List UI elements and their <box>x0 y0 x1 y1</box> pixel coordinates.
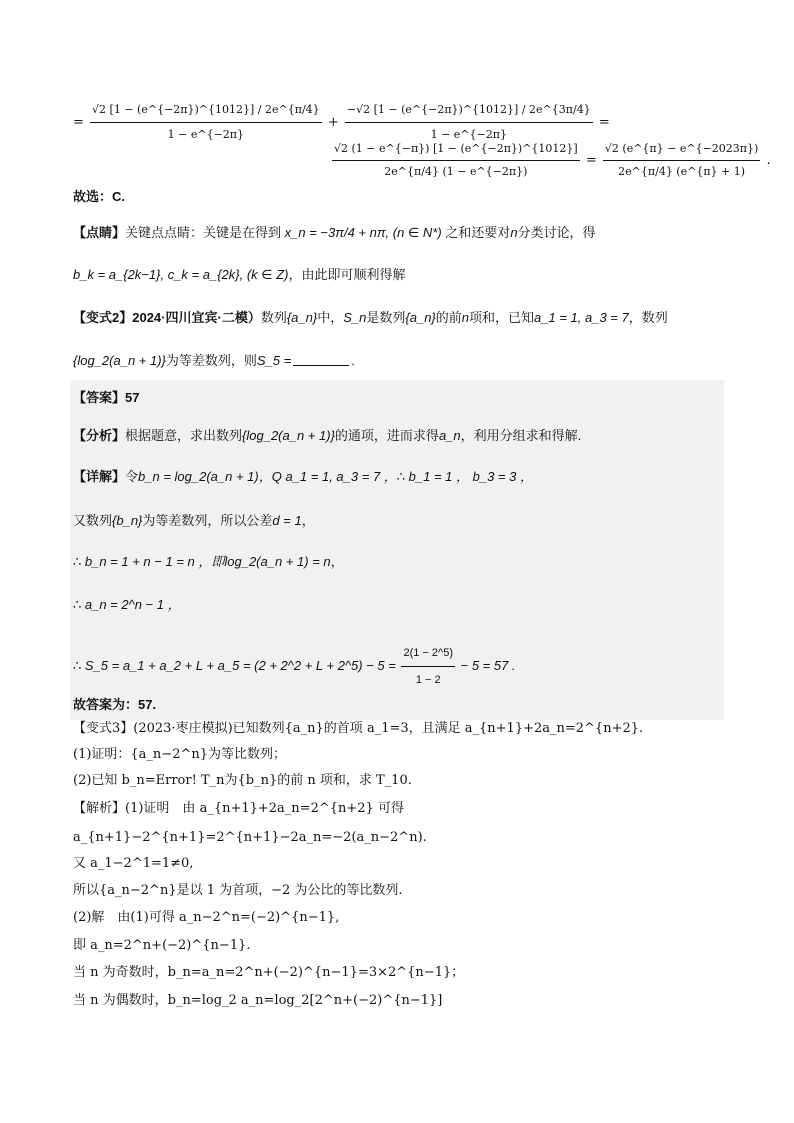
frac-term2: $\frac{-√2 [1 - (e\^{}\{-2\pi\})\^{}\{1012\}] / 2e\^{}\{3\pi/4\}}{1 - e\^{}\{-2\pi\}}$ <box>345 100 593 145</box>
final-answer: 故答案为：57. <box>73 697 157 712</box>
detail-line4: ∴ a_n = 2^n − 1 ， <box>73 597 181 612</box>
frac-term3: $\frac{√2 (1 - e\^{}\{-\pi\}) [1 - (e\^{}\{-2\pi\})\^{}\{1012\}]}{2e\^{}\{\pi/4\} (1 - e\^{}\{-2\pi\})}$ <box>334 142 578 178</box>
detail-line3: ∴ b_n = 1 + n − 1 = n ，即log_2(a_n + 1) = n， <box>73 554 344 569</box>
variant3-s3: 又 a_1−2^1=1≠0, <box>73 856 194 871</box>
dianjing-line1: 【点睛】关键点点睛：关键是在得到 x_n = −3π/4 + nπ, (n ∈ N*) 之和还要对n分类讨论，得 <box>73 225 596 240</box>
detail-line2: 又数列{b_n}为等差数列，所以公差d = 1， <box>73 513 315 528</box>
detail-line5: ∴ S_5 = a_1 + a_2 + L + a_5 = (2 + 2^2 + L + 2^5) − 5 = $\frac{2(1 - 2\^{}5)}{1 - 2}$ − 5 = 57 . <box>73 642 516 691</box>
variant3-s6: 即 a_n=2^n+(−2)^{n−1}. <box>73 938 251 953</box>
variant2-line1: 【变式2】2024·四川宜宾·二模）数列{a_n}中，S_n是数列{a_n}的前n项和，已知a_1 = 1, a_3 = 7，数列 <box>73 310 668 325</box>
answer-choice: 故选：C. <box>73 189 126 204</box>
variant3-q1: (1)证明：{a_n−2^n}为等比数列； <box>73 747 287 762</box>
frac-s5: $\frac{2(1 - 2\^{}5)}{1 - 2}$ <box>401 642 455 691</box>
dianjing-line2: b_k = a_{2k−1}, c_k = a_{2k}, (k ∈ Z)，由此即可顺利得解 <box>73 267 406 282</box>
top-formula-cont: $\frac{√2 (1 - e\^{}\{-\pi\}) [1 - (e\^{}\{-2\pi\})\^{}\{1012\}]}{2e\^{}\{\pi/4\} (1 - e\^{}\{-2\pi\})}$ = $\frac{√2 (e\^{}\{\pi\} - e\^{}\{-2023\pi\})}{2e\^{}\{\pi/4\} (e\^{}\{\pi\} + 1)}$ . <box>330 140 771 181</box>
variant3-s7: 当 n 为奇数时，b_n=a_n=2^n+(−2)^{n−1}=3×2^{n−1}； <box>73 965 465 980</box>
variant3-s1: 【解析】(1)证明 由 a_{n+1}+2a_n=2^{n+2} 可得 <box>73 801 404 816</box>
analysis-line: 【分析】根据题意，求出数列{log_2(a_n + 1)}的通项，进而求得a_n，利用分组求和得解. <box>73 428 582 443</box>
frac-term1: $\frac{√2 [1 - (e\^{}\{-2\pi\})\^{}\{1012\}] / 2e\^{}\{\pi/4\}}{1 - e\^{}\{-2\pi\}}$ <box>90 100 322 145</box>
variant3-s4: 所以{a_n−2^n}是以 1 为首项，−2 为公比的等比数列. <box>73 883 403 898</box>
variant3-s8: 当 n 为偶数时，b_n=log_2 a_n=log_2[2^n+(−2)^{n−1}] <box>73 993 443 1008</box>
variant3-q2: (2)已知 b_n=Error! T_n为{b_n}的前 n 项和，求 T_10. <box>73 773 412 788</box>
answer-line: 【答案】57 <box>73 390 140 405</box>
variant3-s5: (2)解 由(1)可得 a_n−2^n=(−2)^{n−1}, <box>73 910 340 925</box>
answer-blank <box>293 353 349 366</box>
detail-line1: 【详解】令b_n = log_2(a_n + 1)，Q a_1 = 1, a_3 = 7 ，∴ b_1 = 1 ， b_3 = 3 ， <box>73 469 533 484</box>
top-formula: = $\frac{√2 [1 - (e\^{}\{-2\pi\})\^{}\{1012\}] / 2e\^{}\{\pi/4\}}{1 - e\^{}\{-2\pi\}}$ + $\frac{-√2 [1 - (e\^{}\{-2\pi\})\^{}\{1012\}] / 2e\^{}\{3\pi/4\}}{1 - e\^{}\{-2\pi\}}$ = <box>73 100 610 145</box>
variant2-line2: {log_2(a_n + 1)}为等差数列，则S_5 = . <box>73 353 355 368</box>
variant3-s2: a_{n+1}−2^{n+1}=2^{n+1}−2a_n=−2(a_n−2^n). <box>73 830 427 845</box>
variant3-line1: 【变式3】(2023·枣庄模拟)已知数列{a_n}的首项 a_1=3，且满足 a_{n+1}+2a_n=2^{n+2}. <box>73 721 644 736</box>
frac-term4: $\frac{√2 (e\^{}\{\pi\} - e\^{}\{-2023\pi\})}{2e\^{}\{\pi/4\} (e\^{}\{\pi\} + 1)}$ <box>604 142 759 178</box>
